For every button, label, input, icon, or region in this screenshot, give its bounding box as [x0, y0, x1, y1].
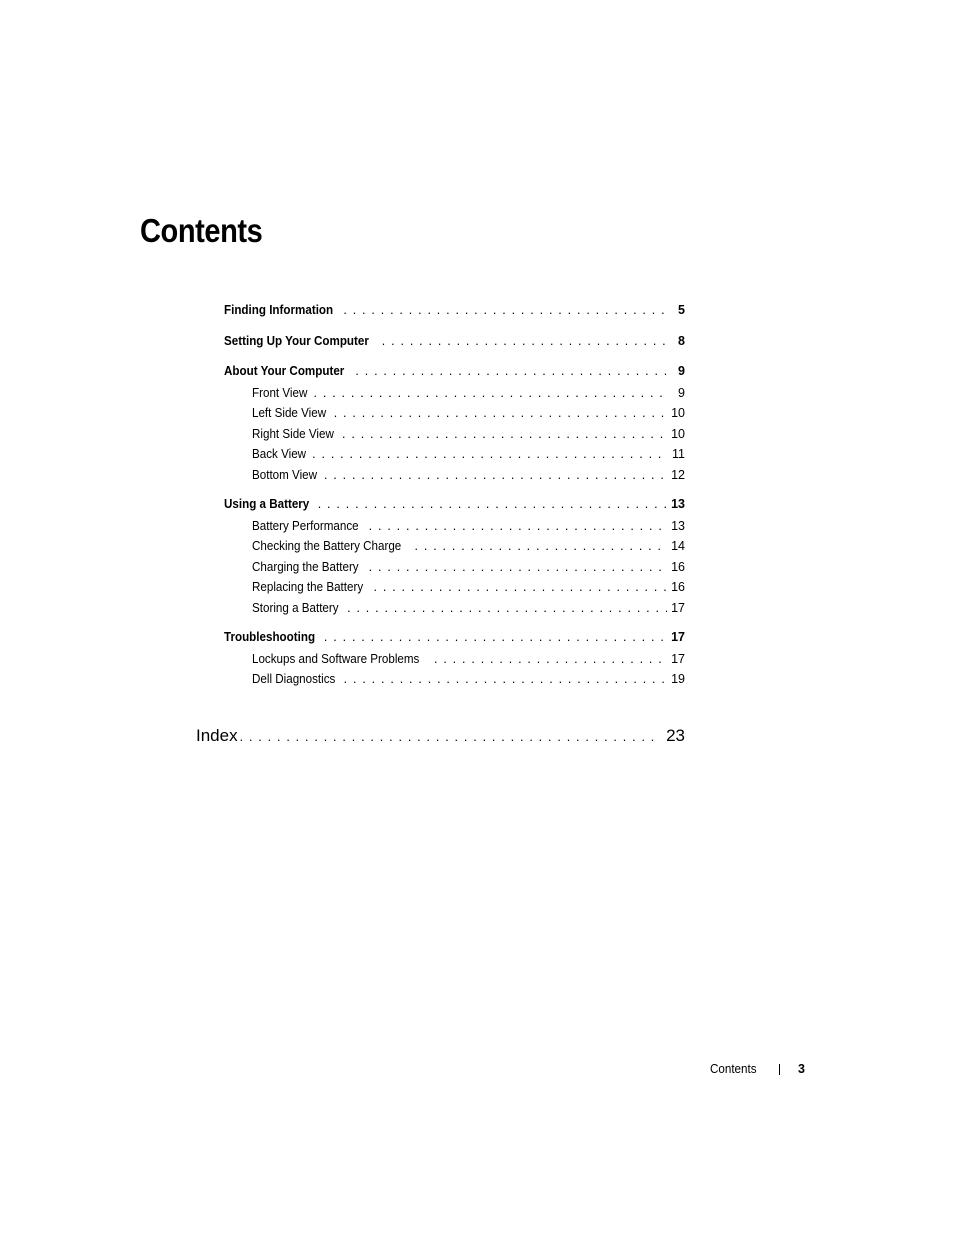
toc-entry-page: 16	[671, 559, 685, 574]
toc-entry-label: Battery Performance	[252, 518, 359, 533]
index-page: 23	[666, 726, 685, 745]
index-label: Index	[196, 726, 238, 745]
toc-entry-label: Dell Diagnostics	[252, 672, 336, 686]
toc-entry-label: Charging the Battery	[252, 559, 359, 574]
dot-leader	[318, 497, 667, 511]
toc-subentry-storing-battery[interactable]	[224, 601, 685, 622]
toc-entry-page: 11	[672, 447, 685, 461]
toc-subentry-lockups-software-problems[interactable]	[224, 652, 685, 673]
toc-subentry-back-view[interactable]	[224, 447, 685, 468]
toc-entry-page: 17	[671, 651, 685, 666]
toc-subentry-left-side-view[interactable]	[224, 406, 685, 427]
dot-leader	[434, 652, 667, 666]
dot-leader	[314, 386, 667, 400]
page-number: 3	[798, 1062, 805, 1076]
toc-entry-page: 8	[678, 333, 685, 348]
toc-entry-about-your-computer[interactable]	[224, 364, 685, 386]
toc-entry-label: Front View	[252, 385, 308, 400]
dot-leader	[369, 519, 667, 533]
toc-section	[224, 303, 685, 325]
toc-entry-label: Bottom View	[252, 467, 318, 482]
dot-leader	[344, 672, 667, 686]
dot-leader	[347, 601, 667, 615]
dot-leader	[324, 468, 667, 482]
dot-leader	[382, 334, 667, 348]
toc-entry-page: 17	[671, 630, 685, 644]
page-footer	[710, 1062, 805, 1076]
toc-entry-label: Right Side View	[252, 426, 334, 441]
toc-entry-setting-up-your-computer[interactable]	[224, 334, 685, 356]
toc-entry-label: Finding Information	[224, 303, 334, 317]
dot-leader	[342, 427, 667, 441]
toc-entry-page: 16	[671, 580, 685, 594]
toc-entry-using-a-battery[interactable]	[224, 497, 685, 519]
toc-subentry-replacing-battery[interactable]	[224, 580, 685, 601]
toc-entry-page: 12	[671, 467, 685, 482]
dot-leader	[374, 580, 667, 594]
toc-entry-troubleshooting[interactable]	[224, 630, 685, 652]
toc-subentry-checking-battery-charge[interactable]	[224, 539, 685, 560]
toc-entry-page: 5	[678, 303, 685, 317]
table-of-contents	[224, 303, 685, 702]
page-title: Contents	[140, 212, 263, 249]
dot-leader	[415, 539, 667, 553]
toc-entry-page: 14	[671, 539, 685, 553]
dot-leader	[240, 730, 658, 744]
dot-leader	[355, 364, 667, 378]
toc-entry-label: Checking the Battery Charge	[252, 539, 402, 553]
toc-subentry-bottom-view[interactable]	[224, 468, 685, 489]
dot-leader	[324, 630, 667, 644]
toc-entry-label: Using a Battery	[224, 497, 310, 511]
toc-entry-page: 10	[671, 406, 685, 420]
toc-entry-page: 9	[678, 385, 685, 400]
toc-section	[224, 364, 685, 488]
toc-entry-page: 9	[678, 364, 685, 378]
toc-entry-label: Lockups and Software Problems	[252, 651, 420, 666]
footer-separator	[779, 1064, 780, 1075]
footer-title: Contents	[710, 1062, 757, 1076]
toc-section	[224, 630, 685, 693]
toc-entry-page: 13	[671, 518, 685, 533]
toc-entry-label: Storing a Battery	[252, 600, 339, 615]
toc-subentry-dell-diagnostics[interactable]	[224, 672, 685, 693]
toc-subentry-battery-performance[interactable]	[224, 519, 685, 540]
toc-entry-page: 13	[671, 497, 685, 511]
toc-entry-page: 10	[671, 426, 685, 441]
toc-entry-label: Setting Up Your Computer	[224, 333, 369, 348]
toc-entry-label: Troubleshooting	[224, 630, 316, 644]
dot-leader	[343, 303, 667, 317]
toc-section	[224, 497, 685, 621]
dot-leader	[369, 560, 667, 574]
toc-entry-index[interactable]	[196, 726, 685, 746]
dot-leader	[334, 406, 667, 420]
toc-entry-finding-information[interactable]	[224, 303, 685, 325]
dot-leader	[312, 447, 667, 461]
toc-subentry-right-side-view[interactable]	[224, 427, 685, 448]
toc-entry-page: 17	[671, 600, 685, 615]
toc-section	[224, 334, 685, 356]
toc-entry-label: Left Side View	[252, 406, 327, 420]
toc-entry-page: 19	[671, 672, 685, 686]
toc-entry-label: Replacing the Battery	[252, 580, 364, 594]
toc-subentry-charging-battery[interactable]	[224, 560, 685, 581]
toc-entry-label: About Your Computer	[224, 364, 345, 378]
toc-subentry-front-view[interactable]	[224, 386, 685, 407]
toc-entry-label: Back View	[252, 447, 307, 461]
